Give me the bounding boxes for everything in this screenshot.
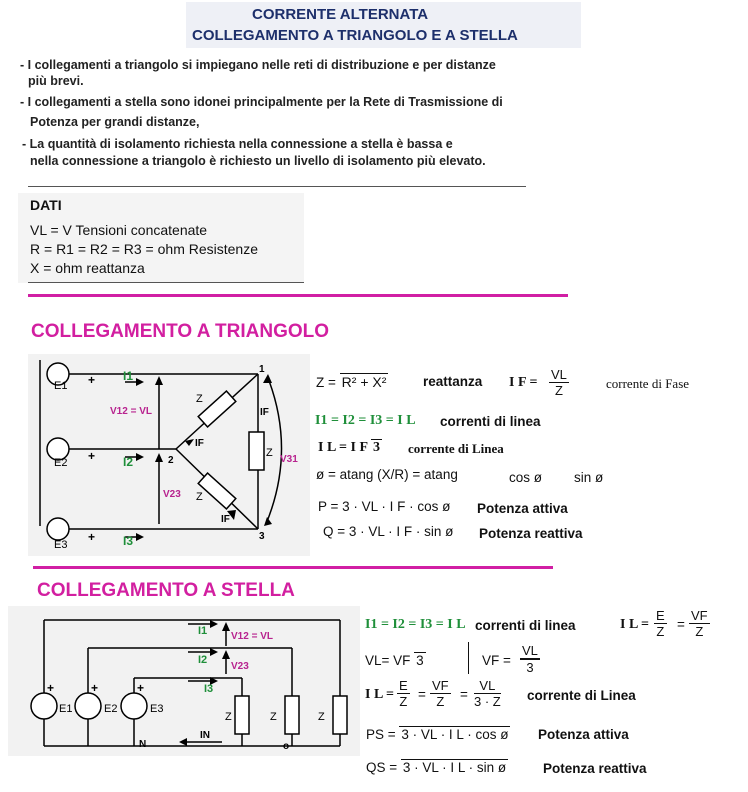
dati-line-2: R = R1 = R2 = R3 = ohm Resistenze: [30, 241, 258, 257]
tri-currents-eq: I1 = I2 = I3 = I L: [315, 413, 416, 428]
tri-i3-label: I3: [123, 534, 134, 548]
tri-il-eq: I L = I F 3: [318, 440, 380, 455]
ste-e2-label: E2: [104, 703, 118, 715]
triangolo-title: COLLEGAMENTO A TRIANGOLO: [31, 321, 330, 342]
ste-correnti-linea: correnti di linea: [475, 618, 576, 633]
ste-corrente-linea: corrente di Linea: [527, 688, 636, 703]
ste-e1-plus: +: [47, 681, 55, 695]
bullet-2-cont: Potenza per grandi distanze,: [30, 115, 200, 129]
page-subtitle: COLLEGAMENTO A TRIANGOLO E A STELLA: [192, 27, 518, 44]
dati-title: DATI: [30, 197, 62, 213]
ste-v23-label: V23: [231, 661, 249, 672]
ste-il-frac-vf: $\frac{VF}{Z}$: [691, 608, 708, 639]
ste-separator: [468, 642, 469, 674]
ste-ps-eq: PS = 3 · VL · I L · cos ø: [366, 727, 509, 742]
ste-z-label-1: Z: [225, 711, 232, 723]
ste-i3-label: I3: [204, 683, 214, 695]
tri-formula-z: Z = R² + X²: [316, 374, 387, 390]
dati-underline: [28, 282, 304, 283]
tri-phi-eq: ø = atang (X/R) = atang: [316, 467, 458, 482]
ste-e2-plus: +: [91, 681, 99, 695]
tri-if-label-3: IF: [221, 514, 230, 525]
sqrt-rx: R² + X²: [341, 374, 387, 390]
ste-vf-eq: VF =: [482, 653, 511, 668]
ste-il-frac-e: $\frac{E}{Z}$: [656, 608, 665, 639]
stella-title: COLLEGAMENTO A STELLA: [37, 580, 295, 601]
ste-i1-label: I1: [198, 625, 208, 637]
tri-i2-label: I2: [123, 455, 134, 469]
divider: [28, 186, 526, 187]
tri-cos-phi: cos ø: [509, 470, 543, 485]
tri-p-eq: P = 3 · VL · I F · cos ø: [318, 499, 451, 514]
tri-e1-plus: +: [88, 373, 96, 387]
triangolo-diagram: [28, 354, 310, 556]
pink-divider-1: [28, 294, 568, 297]
tri-z-label-3: Z: [266, 447, 273, 459]
tri-i1-label: I1: [123, 369, 134, 383]
tri-q-eq: Q = 3 · VL · I F · sin ø: [323, 524, 454, 539]
tri-v23-label: V23: [163, 489, 181, 500]
tri-node-3: 3: [259, 531, 265, 542]
tri-node-1: 1: [259, 364, 265, 375]
ste-v12-label: V12 = VL: [231, 631, 273, 642]
bullet-1-cont: più brevi.: [28, 74, 84, 88]
tri-corrente-fase: corrente di Fase: [606, 376, 690, 391]
stella-diagram: [8, 606, 360, 756]
tri-correnti-linea: correnti di linea: [440, 414, 541, 429]
ste-z-label-3: Z: [318, 711, 325, 723]
tri-e2-plus: +: [88, 449, 96, 463]
ste-il-eq-sign: =: [677, 617, 685, 632]
tri-e3-plus: +: [88, 530, 96, 544]
ste-il2-frac-e: $\frac{E}{Z}$: [399, 678, 408, 709]
dati-line-1: VL = V Tensioni concatenate: [30, 222, 208, 238]
ste-qs-eq: QS = 3 · VL · I L · sin ø: [366, 760, 507, 775]
tri-if-eq: I F =: [509, 375, 538, 390]
ste-in-label: IN: [200, 730, 210, 741]
tri-if-label-2: IF: [195, 438, 204, 449]
ste-e3-plus: +: [137, 681, 145, 695]
tri-z-label-2: Z: [196, 491, 203, 503]
tri-potenza-attiva: Potenza attiva: [477, 501, 568, 516]
tri-if-fraction: $\frac{VL}{Z}$: [551, 367, 567, 398]
ste-il-eq: I L =: [620, 617, 649, 632]
ste-il2-frac-vl: $\frac{VL}{3 \cdot Z}$: [474, 678, 501, 709]
ste-o-label: o: [283, 741, 290, 752]
pink-divider-2: [33, 566, 553, 569]
bullet-3-cont: nella connessione a triangolo è richiesto un livello di isolamento più elevato.: [30, 154, 486, 168]
tri-reattanza: reattanza: [423, 374, 483, 389]
tri-node-2: 2: [168, 455, 174, 466]
tri-z-label-1: Z: [196, 393, 203, 405]
bullet-2: - I collegamenti a stella sono idonei principalmente per la Rete di Trasmissione di: [20, 95, 503, 109]
tri-e2-label: E2: [54, 457, 68, 469]
ste-e3-label: E3: [150, 703, 164, 715]
bullet-3: - La quantità di isolamento richiesta nella connessione a stella è bassa e: [22, 137, 453, 151]
ste-e1-label: E1: [59, 703, 73, 715]
dati-line-3: X = ohm reattanza: [30, 260, 145, 276]
tri-e1-label: E1: [54, 380, 68, 392]
tri-if-label-1: IF: [260, 407, 269, 418]
tri-v31-label: V31: [280, 454, 298, 465]
tri-sin-phi: sin ø: [574, 470, 604, 485]
ste-il2-eq-sign-2: =: [460, 687, 468, 702]
ste-i2-label: I2: [198, 654, 208, 666]
bullet-1: - I collegamenti a triangolo si impiegano nelle reti di distribuzione e per distanze: [20, 58, 496, 72]
ste-il2-frac-vf: $\frac{VF}{Z}$: [432, 678, 449, 709]
ste-potenza-reattiva: Potenza reattiva: [543, 761, 647, 776]
ste-vf-frac: $\frac{VL}{3}$: [522, 643, 538, 675]
tri-corrente-linea: corrente di Linea: [408, 441, 504, 456]
ste-vl-eq: VL= VF 3: [365, 653, 424, 668]
ste-potenza-attiva: Potenza attiva: [538, 727, 629, 742]
tri-potenza-reattiva: Potenza reattiva: [479, 526, 583, 541]
page-title: CORRENTE ALTERNATA: [252, 6, 429, 23]
tri-v12-label: V12 = VL: [110, 406, 152, 417]
ste-il2-eq: I L =: [365, 687, 394, 702]
tri-e3-label: E3: [54, 539, 68, 551]
ste-n-label: N: [139, 739, 147, 750]
ste-z-label-2: Z: [270, 711, 277, 723]
ste-currents-eq: I1 = I2 = I3 = I L: [365, 617, 466, 632]
ste-il2-eq-sign-1: =: [418, 687, 426, 702]
